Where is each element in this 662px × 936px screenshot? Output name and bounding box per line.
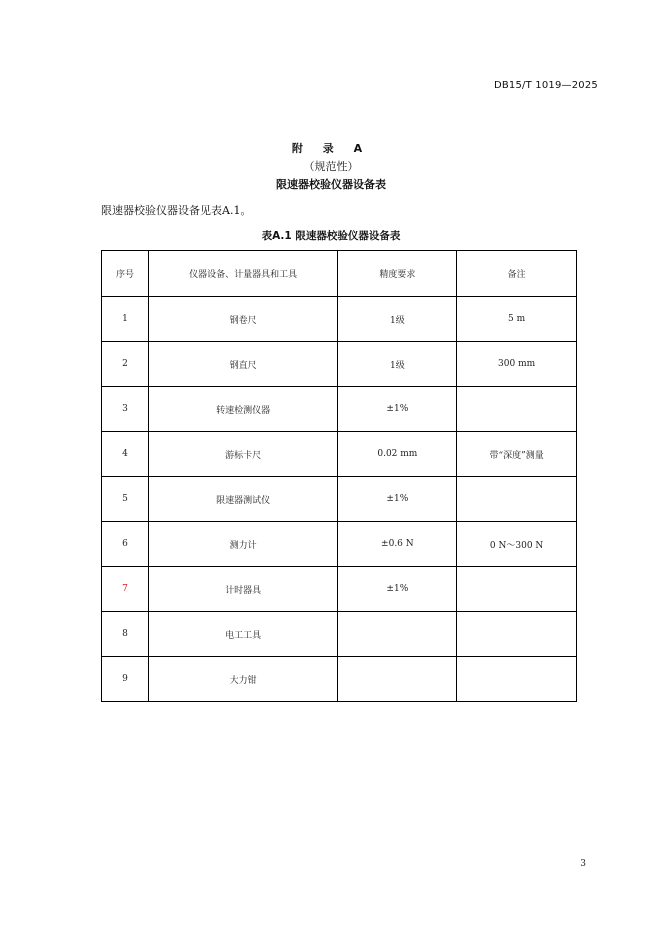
cell-accuracy: ±1%: [338, 387, 457, 432]
cell-accuracy: ±1%: [338, 477, 457, 522]
cell-accuracy: 1级: [338, 342, 457, 387]
cell-accuracy: [338, 612, 457, 657]
cell-remark: 0 N～300 N: [457, 522, 577, 567]
cell-no: 4: [102, 432, 149, 477]
cell-name: 电工工具: [148, 612, 338, 657]
table-row: [102, 387, 577, 432]
equipment-table: [101, 250, 577, 702]
cell-name: 大力钳: [148, 657, 338, 702]
cell-no: 5: [102, 477, 149, 522]
table-row: [102, 657, 577, 702]
cell-name: 测力计: [148, 522, 338, 567]
cell-no: 7: [102, 567, 149, 612]
table-row: [102, 432, 577, 477]
cell-name: 钢直尺: [148, 342, 338, 387]
cell-no: 3: [102, 387, 149, 432]
table-row: [102, 342, 577, 387]
cell-accuracy: [338, 657, 457, 702]
cell-remark: [457, 612, 577, 657]
cell-accuracy: 0.02 mm: [338, 432, 457, 477]
cell-no: 8: [102, 612, 149, 657]
cell-remark: 300 mm: [457, 342, 577, 387]
header-accuracy: 精度要求: [338, 251, 457, 297]
header-name: 仪器设备、计量器具和工具: [148, 251, 338, 297]
cell-remark: 带“深度”测量: [457, 432, 577, 477]
cell-remark: [457, 567, 577, 612]
header-no: 序号: [102, 251, 149, 297]
header-remark: 备注: [457, 251, 577, 297]
cell-no: 1: [102, 297, 149, 342]
table-row: [102, 612, 577, 657]
cell-remark: [457, 387, 577, 432]
table-row: [102, 477, 577, 522]
cell-name: 游标卡尺: [148, 432, 338, 477]
cell-name: 计时器具: [148, 567, 338, 612]
page-number: 3: [580, 859, 586, 869]
cell-name: 钢卷尺: [148, 297, 338, 342]
appendix-nature: （规范性）: [303, 160, 359, 173]
intro-paragraph: 限速器校验仪器设备见表A.1。: [101, 204, 252, 217]
cell-accuracy: ±1%: [338, 567, 457, 612]
appendix-title: 附 录 A: [291, 142, 371, 155]
cell-no: 6: [102, 522, 149, 567]
table-header-row: [102, 251, 577, 297]
document-code: DB15/T 1019—2025: [493, 80, 598, 91]
table-row: [102, 522, 577, 567]
cell-remark: 5 m: [457, 297, 577, 342]
table-row: [102, 567, 577, 612]
table-caption: 表A.1 限速器校验仪器设备表: [261, 230, 401, 242]
cell-no: 9: [102, 657, 149, 702]
cell-name: 限速器测试仪: [148, 477, 338, 522]
cell-no: 2: [102, 342, 149, 387]
cell-accuracy: 1级: [338, 297, 457, 342]
cell-name: 转速检测仪器: [148, 387, 338, 432]
cell-accuracy: ±0.6 N: [338, 522, 457, 567]
cell-remark: [457, 477, 577, 522]
cell-remark: [457, 657, 577, 702]
table-row: [102, 297, 577, 342]
appendix-heading: 限速器校验仪器设备表: [276, 178, 386, 191]
